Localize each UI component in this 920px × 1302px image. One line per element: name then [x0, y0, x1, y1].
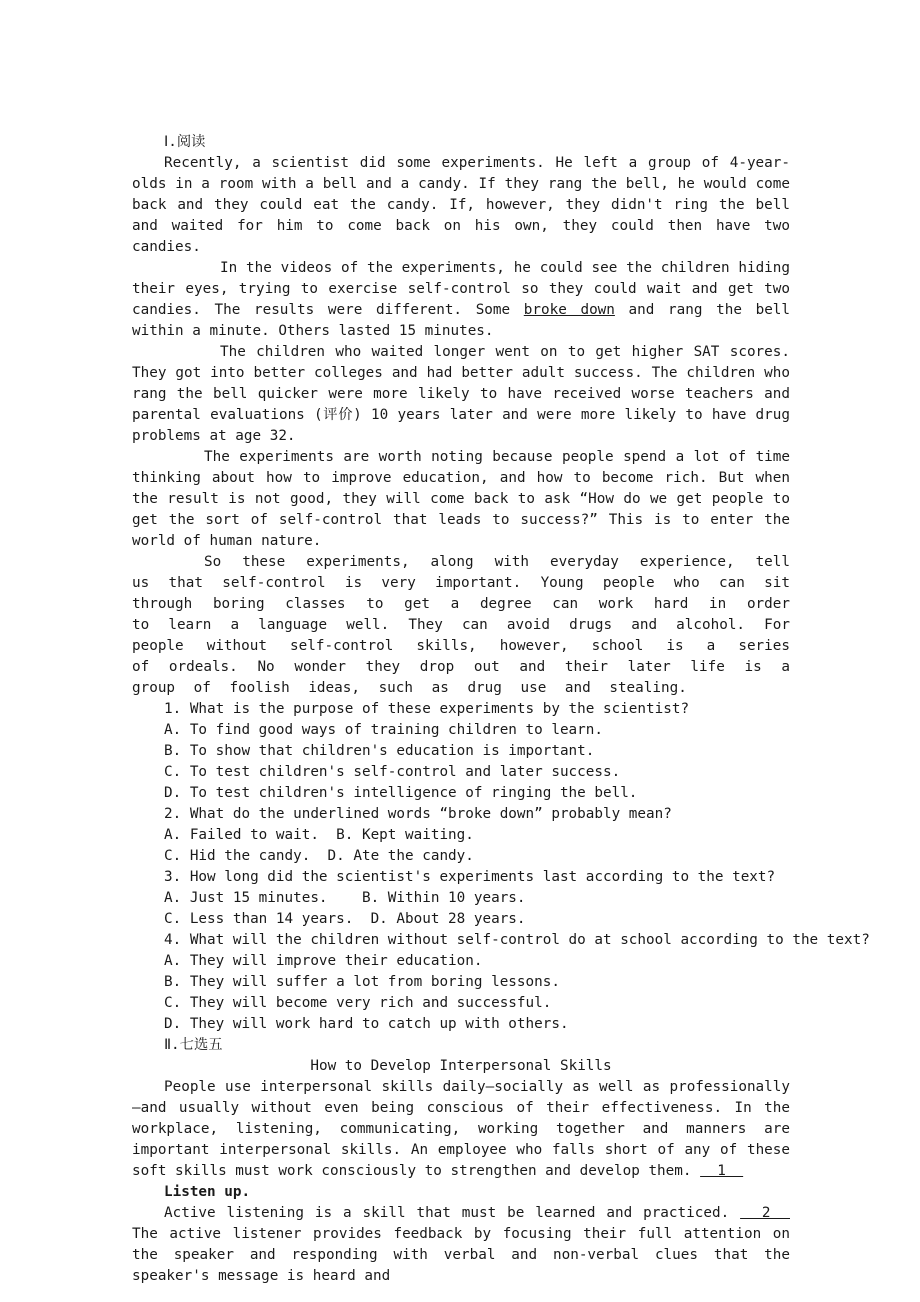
option-line: C. To test children's self-control and later success. — [164, 764, 621, 780]
underlined-words: broke down — [523, 302, 615, 318]
section-heading-seven-choose-five: Ⅱ.七选五 — [164, 1037, 223, 1053]
reading-paragraph-5: So these experiments, along with everyday experience, tell us that self-control is very important. Young people who can sit through boring classes to get a degree can work hard in order to learn a language well. They can avoid drugs and alcohol. For people without self-control skills, however, school is a series of ordeals. No wonder they drop out and their later life is a group of foolish ideas, such as drug use and stealing. — [132, 554, 790, 696]
answer-blank-1[interactable]: 1 — [700, 1163, 744, 1179]
paragraph-text: People use interpersonal skills daily—socially as well as professionally—and usually without even being conscious of their effectiveness. In the workplace, listening, communicating, working together and manners are important interpersonal skills. An employee who falls short of any of these soft skills must work consciously to strengthen and develop them. — [132, 1079, 790, 1179]
option-line: C. They will become very rich and successful. — [164, 995, 552, 1011]
option-line: A. To find good ways of training children to learn. — [164, 722, 603, 738]
question-line: 4. What will the children without self-control do at school according to the text? — [164, 932, 870, 948]
option-line: A. They will improve their education. — [164, 953, 483, 969]
reading-paragraph-4: The experiments are worth noting because people spend a lot of time thinking about how to improve education, and how to become rich. But when the result is not good, they will come back to ask “How do we get people to get the sort of self-control that leads to success?” This is to enter the world of human nature. — [132, 449, 790, 549]
question-list — [132, 699, 870, 1035]
question-line: 1. What is the purpose of these experiments by the scientist? — [164, 701, 690, 717]
paragraph-text: The active listener provides feedback by focusing their full attention on the speaker and responding with verbal and non-verbal clues that the speaker's message is heard and — [132, 1226, 790, 1284]
paragraph-text: In the videos of the experiments, he could see the children hiding their eyes, trying to exercise self-control so they could wait and get two candies. The results were different. Some — [132, 260, 790, 318]
option-line: C. Less than 14 years. D. About 28 years. — [164, 911, 526, 927]
option-line: D. To test children's intelligence of ringing the bell. — [164, 785, 638, 801]
paragraph-text: Active listening is a skill that must be learned and practiced. — [164, 1205, 741, 1221]
option-line: A. Just 15 minutes. B. Within 10 years. — [164, 890, 526, 906]
option-line: D. They will work hard to catch up with others. — [164, 1016, 569, 1032]
question-line: 3. How long did the scientist's experiments last according to the text? — [164, 869, 776, 885]
option-line: A. Failed to wait. B. Kept waiting. — [164, 827, 474, 843]
paragraph-text: and rang the bell within a minute. Others lasted 15 minutes. — [132, 302, 791, 339]
section-heading-reading: Ⅰ.阅读 — [164, 134, 206, 150]
passage-paragraph-2 — [132, 1203, 790, 1287]
passage-title: How to Develop Interpersonal Skills — [310, 1058, 612, 1074]
reading-paragraph-3: The children who waited longer went on to get higher SAT scores. They got into better colleges and had better adult success. The children who rang the bell quicker were more likely to have received worse teachers and parental evaluations (评价) 10 years later and were more likely to have drug problems at age 32. — [132, 344, 790, 444]
option-line: C. Hid the candy. D. Ate the candy. — [164, 848, 474, 864]
option-line: B. They will suffer a lot from boring lessons. — [164, 974, 560, 990]
document-body — [132, 132, 870, 1287]
passage-paragraph-1 — [132, 1077, 790, 1182]
reading-paragraph-2 — [132, 258, 790, 342]
answer-blank-2[interactable]: 2 — [740, 1205, 790, 1221]
question-line: 2. What do the underlined words “broke down” probably mean? — [164, 806, 672, 822]
reading-paragraph-1: Recently, a scientist did some experiments. He left a group of 4-year-olds in a room with a bell and a candy. If they rang the bell, he would come back and they could eat the candy. If, however, they didn't ring the bell and waited for him to come back on his own, they could then have two candies. — [132, 155, 790, 255]
passage-subheading: Listen up. — [164, 1184, 251, 1200]
option-line: B. To show that children's education is important. — [164, 743, 595, 759]
